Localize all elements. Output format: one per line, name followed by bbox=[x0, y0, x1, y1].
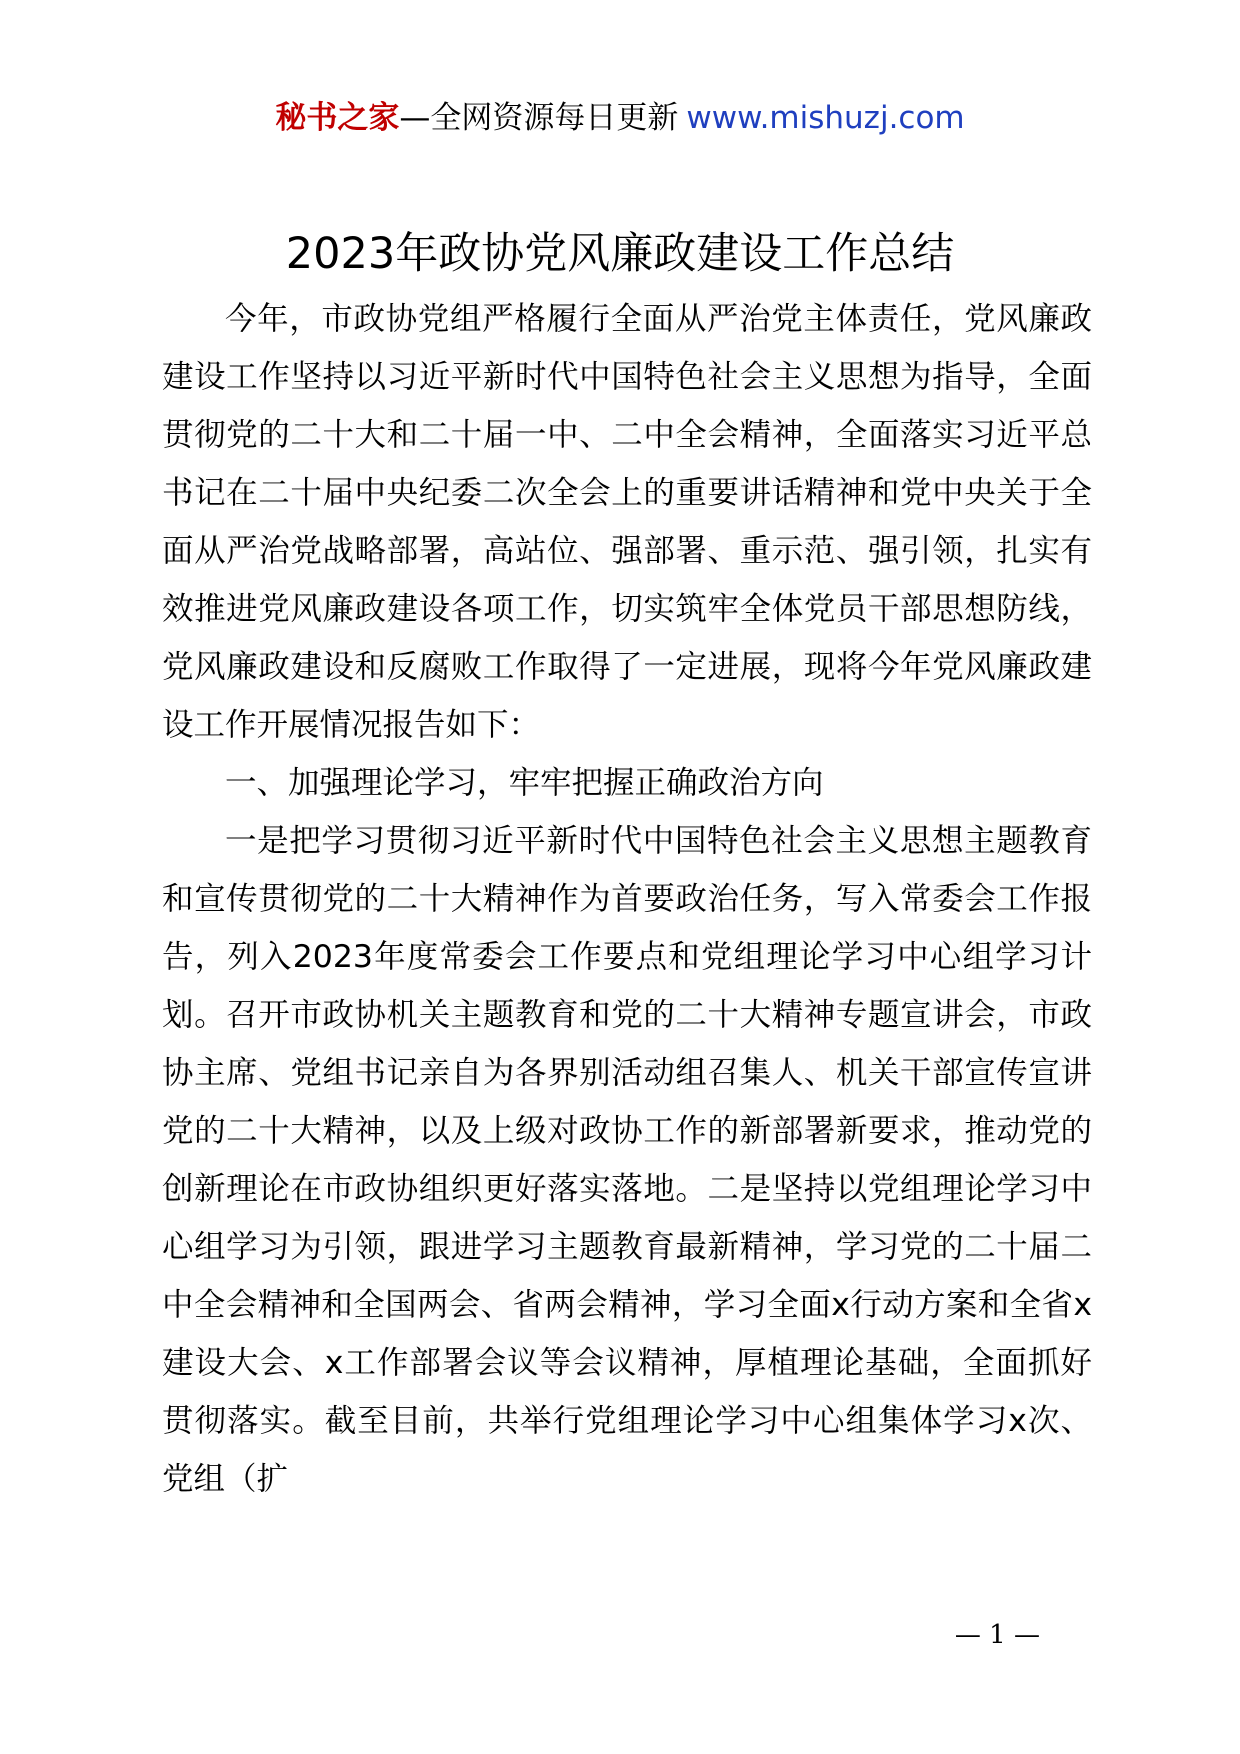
intro-paragraph: 今年，市政协党组严格履行全面从严治党主体责任，党风廉政建设工作坚持以习近平新时代中国特色社会主义思想为指导，全面贯彻党的二十大和二十届一中、二中全会精神，全面落实习近平总书记在二十届中央纪委二次全会上的重要讲话精神和党中央关于全面从严治党战略部署，高站位、强部署、重示范、强引领，扎实有效推进党风廉政建设各项工作，切实筑牢全体党员干部思想防线，党风廉政建设和反腐败工作取得了一定进展，现将今年党风廉政建设工作开展情况报告如下： bbox=[162, 301, 1092, 743]
section-paragraph: 一是把学习贯彻习近平新时代中国特色社会主义思想主题教育和宣传贯彻党的二十大精神作为首要政治任务，写入常委会工作报告，列入2023年度常委会工作要点和党组理论学习中心组学习计划。召开市政协机关主题教育和党的二十大精神专题宣讲会，市政协主席、党组书记亲自为各界别活动组召集人、机关干部宣传宣讲党的二十大精神，以及上级对政协工作的新部署新要求，推动党的创新理论在市政协组织更好落实落地。二是坚持以党组理论学习中心组学习为引领，跟进学习主题教育最新精神，学习党的二十届二中全会精神和全国两会、省两会精神，学习全面x行动方案和全省x建设大会、x工作部署会议等会议精神，厚植理论基础，全面抓好贯彻落实。截至目前，共举行党组理论学习中心组集体学习x次、党组（扩 bbox=[162, 823, 1092, 1497]
site-brand: 秘书之家 bbox=[275, 100, 400, 136]
document-body bbox=[162, 290, 1092, 1508]
site-url-link[interactable]: www.mishuzj.com bbox=[686, 100, 965, 136]
document-title: 2023年政协党风廉政建设工作总结 bbox=[285, 229, 955, 279]
page-number: — 1 — bbox=[954, 1620, 1040, 1650]
site-slogan: —全网资源每日更新 bbox=[399, 100, 679, 136]
section-heading: 一、加强理论学习，牢牢把握正确政治方向 bbox=[225, 765, 824, 801]
site-header bbox=[0, 98, 1240, 138]
